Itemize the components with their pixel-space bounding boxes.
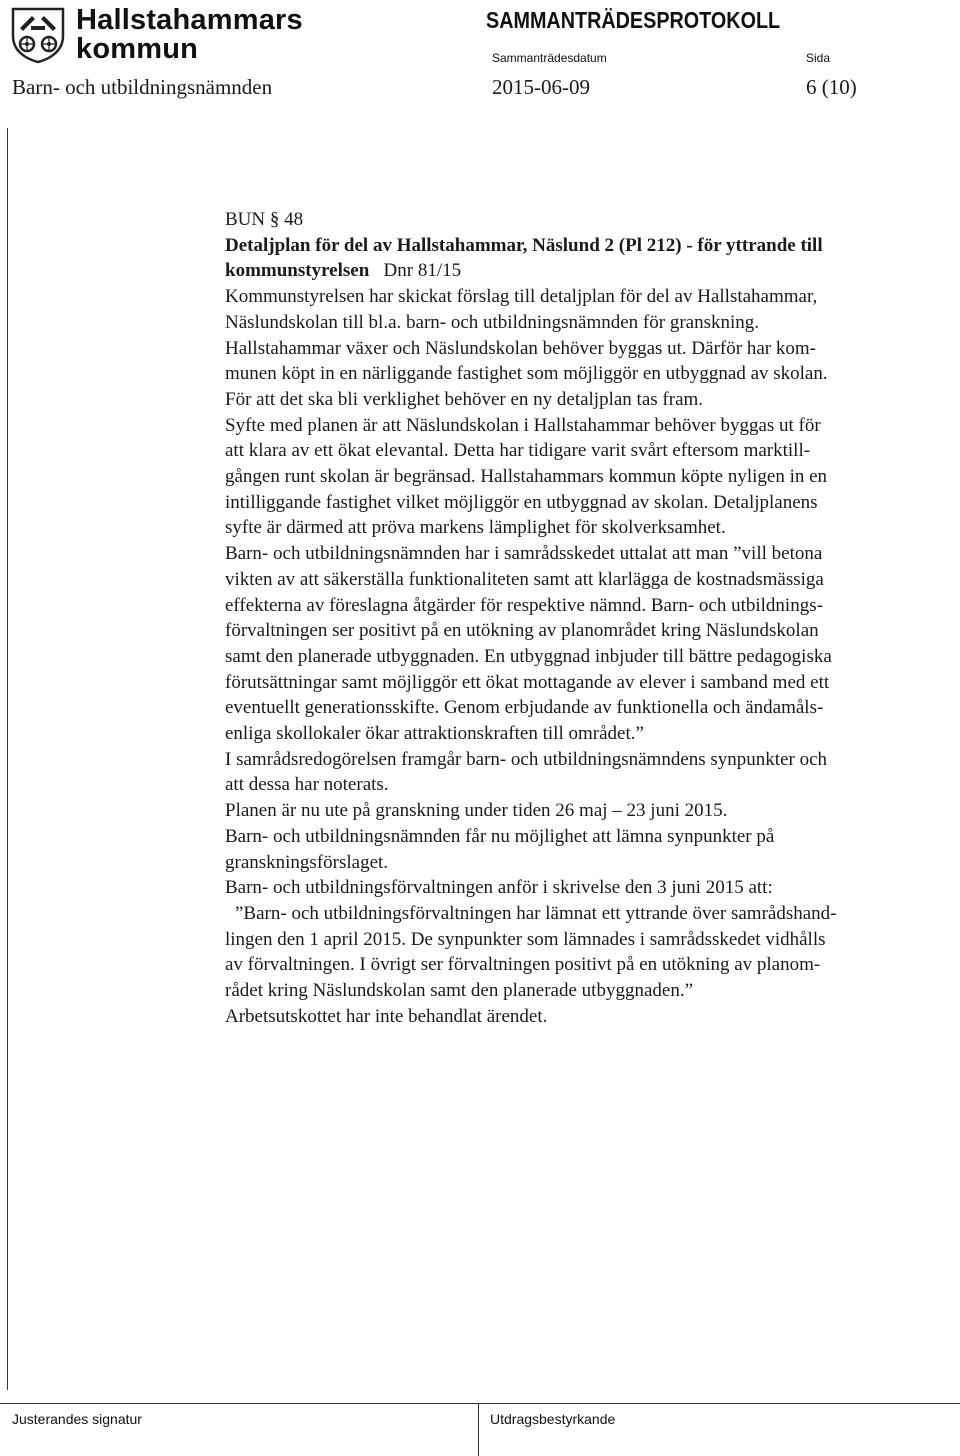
text-line: att dessa har noterats. — [225, 774, 389, 796]
text-line: ”Barn- och utbildningsförvaltningen har lämnat ett yttrande över samrådshand- — [235, 902, 837, 924]
text-line: munen köpt in en närliggande fastighet som möjliggör en utbyggnad av skolan. — [225, 363, 828, 385]
text-line: Kommunstyrelsen har skickat förslag till detaljplan för del av Hallstahammar, — [225, 286, 818, 308]
text-line: lingen den 1 april 2015. De synpunkter som lämnades i samrådsskedet vidhålls — [225, 928, 826, 950]
text-line: förvaltningen ser positivt på en utökning av planområdet kring Näslundskolan — [225, 620, 819, 642]
footer-column-divider — [478, 1403, 479, 1456]
text-line: Barn- och utbildningsnämnden har i samrådsskedet uttalat att man ”vill betona — [225, 543, 823, 565]
org-name — [76, 6, 303, 64]
text-line: av förvaltningen. I övrigt ser förvaltningen positivt på en utökning av planom- — [225, 954, 821, 976]
municipality-logo — [10, 4, 303, 65]
text-line: effekterna av föreslagna åtgärder för respektive nämnd. Barn- och utbildnings- — [225, 594, 823, 616]
paragraph-1 — [225, 284, 945, 335]
coat-of-arms-icon — [10, 6, 66, 64]
paragraph-10 — [225, 1004, 945, 1030]
text-line: För att det ska bli verklighet behöver en ny detaljplan tas fram. — [225, 388, 704, 410]
case-dnr: Dnr 81/15 — [383, 260, 462, 282]
text-line: enliga skollokaler ökar attraktionskraften till området.” — [225, 723, 644, 745]
text-line: Barn- och utbildningsförvaltningen anför i skrivelse den 3 juni 2015 att: — [225, 877, 773, 899]
text-line: Syfte med planen är att Näslundskolan i Hallstahammar behöver byggas ut för — [225, 414, 821, 436]
text-line: Planen är nu ute på granskning under tiden 26 maj – 23 juni 2015. — [225, 800, 728, 822]
page-label: Sida — [806, 51, 831, 65]
footer-divider — [0, 1403, 960, 1404]
paragraph-7 — [225, 824, 945, 875]
paragraph-3 — [225, 413, 945, 542]
paragraph-5 — [225, 747, 945, 798]
left-margin-line — [7, 128, 8, 1390]
text-line: eventuellt generationsskifte. Genom erbjudande av funktionella och ändamåls- — [225, 697, 824, 719]
quoted-statement — [225, 901, 945, 1004]
paragraph-2 — [225, 336, 945, 413]
text-line: rådet kring Näslundskolan samt den planerade utbyggnaden.” — [225, 980, 693, 1002]
text-line: intilliggande fastighet vilket möjliggör en utbyggnad av skolan. Detaljplanens — [225, 491, 818, 513]
text-line: Barn- och utbildningsnämnden får nu möjlighet att lämna synpunkter på — [225, 825, 775, 847]
text-line: att klara av ett ökat elevantal. Detta har tidigare varit svårt eftersom marktill- — [225, 440, 811, 462]
board-name: Barn- och utbildningsnämnden — [12, 75, 273, 99]
page-number: 6 (10) — [806, 75, 857, 99]
text-line: syfte är därmed att pröva markens lämplighet för skolverksamhet. — [225, 517, 726, 539]
org-name-line1: Hallstahammars — [76, 4, 303, 36]
text-line: granskningsförslaget. — [225, 851, 389, 873]
text-line: förutsättningar samt möjliggör ett ökat mottagande av elever i samband med ett — [225, 671, 830, 693]
signature-label: Justerandes signatur — [12, 1411, 142, 1427]
text-line: vikten av att säkerställa funktionaliteten samt att klarlägga de kostnadsmässiga — [225, 568, 824, 590]
org-name-line2: kommun — [76, 33, 199, 65]
text-line: I samrådsredogörelsen framgår barn- och utbildningsnämndens synpunkter och — [225, 748, 828, 770]
text-line: Näslundskolan till bl.a. barn- och utbildningsnämnden för granskning. — [225, 311, 760, 333]
text-line: gången runt skolan är begränsad. Hallstahammars kommun köpte nyligen in en — [225, 466, 828, 488]
extract-certification-label: Utdragsbestyrkande — [490, 1411, 616, 1427]
date-label: Sammanträdesdatum — [492, 51, 607, 65]
document-body — [225, 207, 945, 1030]
paragraph-4 — [225, 541, 945, 747]
text-line: Arbetsutskottet har inte behandlat ärendet. — [225, 1005, 548, 1027]
meeting-date: 2015-06-09 — [492, 75, 590, 99]
case-title-end: kommunstyrelsen — [225, 260, 370, 282]
case-title-line — [225, 258, 945, 284]
case-title — [225, 233, 945, 284]
case-title-line: Detaljplan för del av Hallstahammar, Näslund 2 (Pl 212) - för yttrande till — [225, 234, 823, 256]
text-line: Hallstahammar växer och Näslundskolan behöver byggas ut. Därför har kom- — [225, 337, 816, 359]
paragraph-8 — [225, 875, 945, 901]
document-title: SAMMANTRÄDESPROTOKOLL — [486, 7, 781, 33]
case-number: BUN § 48 — [225, 209, 304, 230]
paragraph-6 — [225, 798, 945, 824]
text-line: samt den planerade utbyggnaden. En utbyggnad inbjuder till bättre pedagogiska — [225, 645, 832, 667]
